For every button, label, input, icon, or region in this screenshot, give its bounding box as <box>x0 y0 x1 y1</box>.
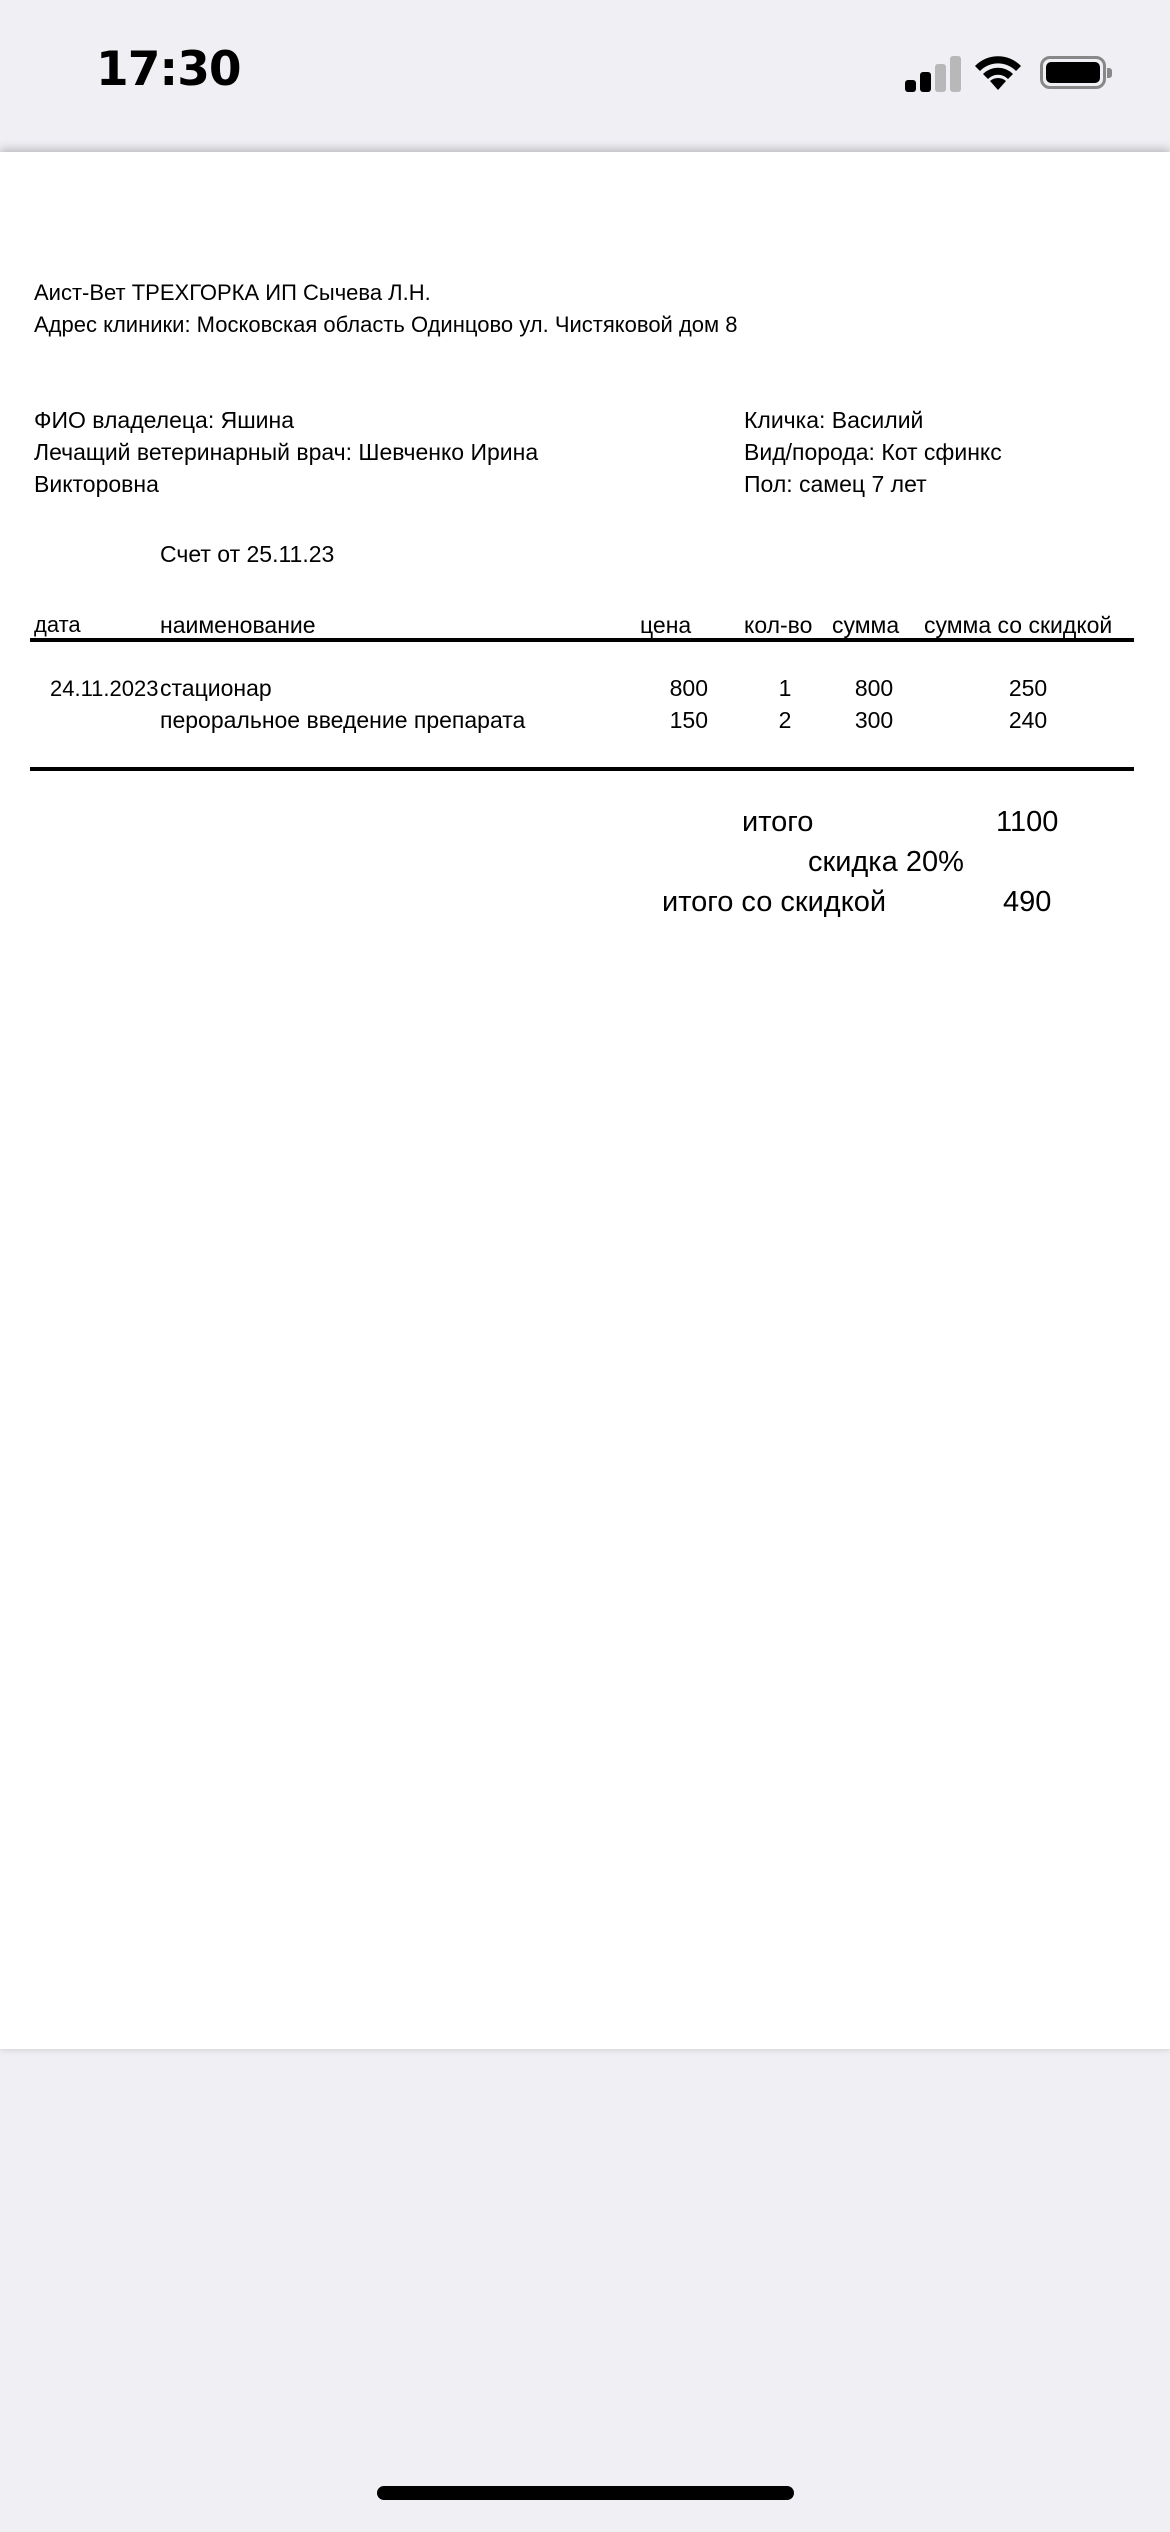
row-price: 800 <box>669 675 708 701</box>
row-price: 150 <box>669 707 708 733</box>
clinic-name: Аист-Вет ТРЕХГОРКА ИП Сычева Л.Н. <box>34 280 431 305</box>
row-sum: 800 <box>854 675 894 701</box>
col-header-qty: кол-во <box>744 612 813 638</box>
discounted-total-label: итого со скидкой <box>662 886 887 918</box>
wifi-icon <box>972 50 1024 92</box>
row-sum: 300 <box>854 707 894 733</box>
row-name: пероральное введение препарата <box>160 707 526 733</box>
row-name: стационар <box>160 675 272 701</box>
row-qty: 2 <box>778 707 792 733</box>
pet-sex-age: Пол: самец 7 лет <box>744 471 927 497</box>
pet-breed: Вид/порода: Кот сфинкс <box>744 439 1002 465</box>
cellular-signal-icon <box>905 56 961 92</box>
discounted-total-value: 490 <box>1003 886 1052 918</box>
owner-name: ФИО владелеца: Яшина <box>34 407 295 433</box>
home-indicator[interactable] <box>377 2486 794 2500</box>
total-label: итого <box>742 806 814 838</box>
status-bar <box>0 0 1170 150</box>
table-footer-rule <box>30 767 1134 771</box>
row-discounted: 250 <box>1008 675 1048 701</box>
row-date: 24.11.2023 <box>50 676 159 701</box>
col-header-sum: сумма <box>832 612 900 638</box>
status-time: 17:30 <box>96 42 241 97</box>
pet-name: Кличка: Василий <box>744 407 924 433</box>
discount-label: скидка 20% <box>808 846 964 878</box>
table-header-rule <box>30 638 1134 642</box>
doctor-name-line2: Викторовна <box>34 471 159 497</box>
total-value: 1100 <box>996 806 1059 838</box>
col-header-price: цена <box>640 612 692 638</box>
invoice-title: Счет от 25.11.23 <box>160 541 335 567</box>
invoice-document <box>0 152 1170 2049</box>
clinic-address: Адрес клиники: Московская область Одинцово ул. Чистяковой дом 8 <box>34 312 738 337</box>
col-header-discounted: сумма со скидкой <box>924 612 1113 638</box>
col-header-name: наименование <box>160 612 316 638</box>
row-qty: 1 <box>778 675 792 701</box>
row-discounted: 240 <box>1008 707 1048 733</box>
col-header-date: дата <box>34 612 81 637</box>
doctor-name-line1: Лечащий ветеринарный врач: Шевченко Ирина <box>34 439 539 465</box>
battery-icon <box>1040 56 1106 89</box>
